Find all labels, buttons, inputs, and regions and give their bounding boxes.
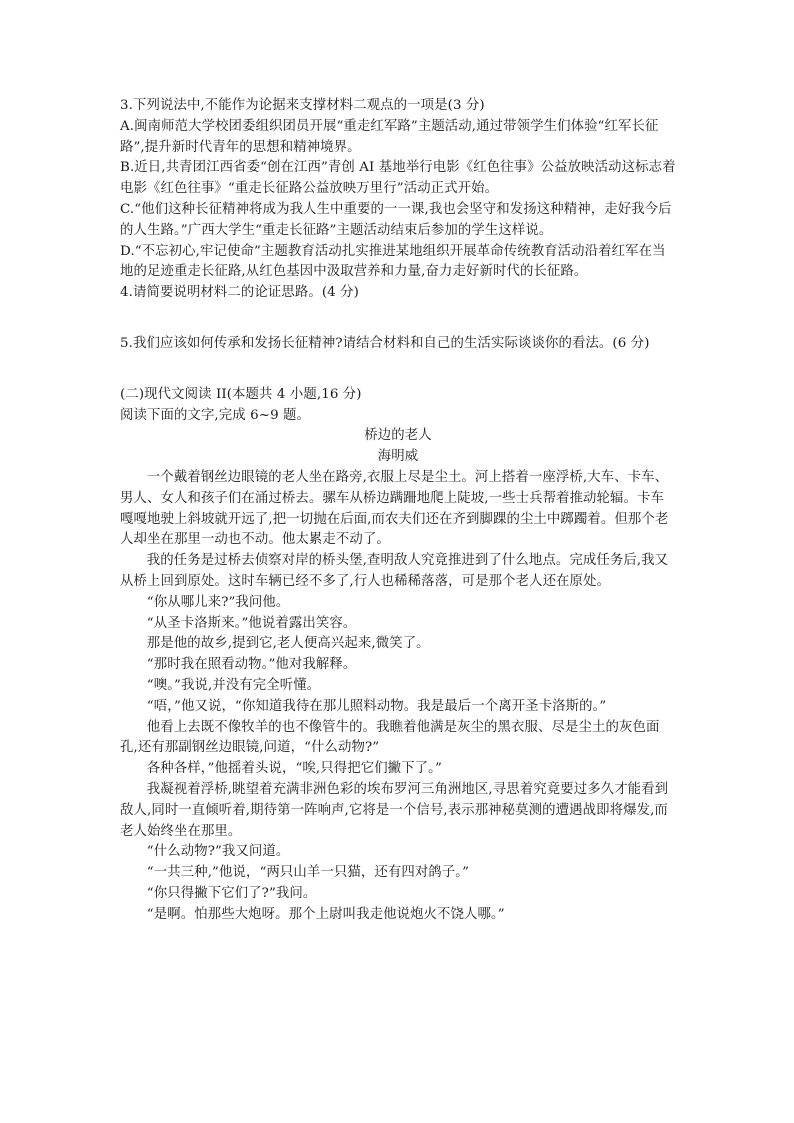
dialogue-line: “噢。”我说,并没有完全听懂。 [146,677,321,693]
answer-space [120,355,676,385]
exam-page [120,96,676,925]
question-3-option-a: A.闽南师范大学校团委组织团员开展“重走红军路”主题活动,通过带领学生们体验“红军长征路”,提升新时代青年的思想和精神境界。 [120,118,659,155]
dialogue-line: “那时我在照看动物。”他对我解释。 [146,657,357,673]
dialogue-line: “什么动物?”我又问道。 [146,844,290,860]
question-4: 4.请简要说明材料二的论证思路。(4 分) [120,285,359,301]
question-3-option-d: D.“不忘初心,牢记使命”主题教育活动扎实推进某地组织开展革命传统教育活动沿着红军在当地的足迹重走长征路,从红色基因中汲取营养和力量,奋力走好新时代的长征路。 [120,243,666,280]
dialogue-line: “是啊。怕那些大炮呀。那个上尉叫我走他说炮火不饶人哪。” [146,906,505,922]
question-3 [120,96,676,283]
question-3-stem: 3.下列说法中,不能作为论据来支撑材料二观点的一项是(3 分) [120,98,485,113]
dialogue-line: 各种各样，”他摇着头说，“唉,只得把它们撇下了。” [146,761,442,777]
dialogue-line: “从圣卡洛斯来。”他说着露出笑容。 [146,615,357,631]
article-paragraph: 我凝视着浮桥,眺望着充满非洲色彩的埃布罗河三角洲地区,寻思着究竟要过多久才能看到敌人,同时一直倾听着,期待第一阵响声,它将是一个信号,表示那神秘莫测的遭遇战即将爆发,而老人始终坐在那里。 [120,781,669,839]
question-5: 5.我们应该如何传承和发扬长征精神?请结合材料和自己的生活实际谈谈你的看法。(6 分) [120,335,650,351]
dialogue-line: “你从哪儿来?”我问他。 [146,594,290,610]
dialogue-line: “一共三种,”他说，“两只山羊一只猫，还有四对鸽子。” [146,865,470,881]
section-instruction: 阅读下面的文字,完成 6~9 题。 [120,407,311,423]
question-3-option-c: C.“他们这种长征精神将成为我人生中重要的一一课,我也会坚守和发扬这种精神，走好我今后的人生路。”广西大学生“重走长征路”主题活动结束后参加的学生这样说。 [120,201,672,238]
article-paragraph: 他看上去既不像牧羊的也不像管牛的。我瞧着他满是灰尘的黑衣服、尽是尘土的灰色面孔,还有那副钢丝边眼镜,问道，“什么动物?” [120,719,660,756]
article-paragraph: 我的任务是过桥去侦察对岸的桥头堡,查明敌人究竟推进到了什么地点。完成任务后,我又从桥上回到原处。这时车辆已经不多了,行人也稀稀落落，可是那个老人还在原处。 [120,553,669,589]
reading-section-2 [120,385,676,926]
dialogue-line: “唔，”他又说，“你知道我待在那儿照料动物。我是最后一个离开圣卡洛斯的。” [146,698,607,714]
section-heading: (二)现代文阅读 II(本题共 4 小题,16 分) [120,386,362,402]
article-title: 桥边的老人 [364,428,432,444]
article-paragraph: 一个戴着钢丝边眼镜的老人坐在路旁,衣服上尽是尘土。河上搭着一座浮桥,大车、卡车、男人、女人和孩子们在涌过桥去。骡车从桥边蹒跚地爬上陡坡,一些士兵帮着推动轮辐。卡车嘎嘎地驶上斜坡就开远了,把一切抛在后面,而农夫们还在齐到脚踝的尘土中踯躅着。但那个老人却坐在那里一动也不动。他太累走不动了。 [120,469,669,548]
article-author: 海明威 [377,449,419,465]
dialogue-line: “你只得撇下它们了?”我问。 [146,885,317,901]
answer-space [120,304,676,334]
dialogue-line: 那是他的故乡,提到它,老人便高兴起来,微笑了。 [146,636,430,652]
question-3-option-b: B.近日,共青团江西省委“创在江西”青创 AI 基地举行电影《红色往事》公益放映活动这标志着电影《红色往事》“重走长征路公益放映万里行”活动正式开始。 [120,160,676,197]
